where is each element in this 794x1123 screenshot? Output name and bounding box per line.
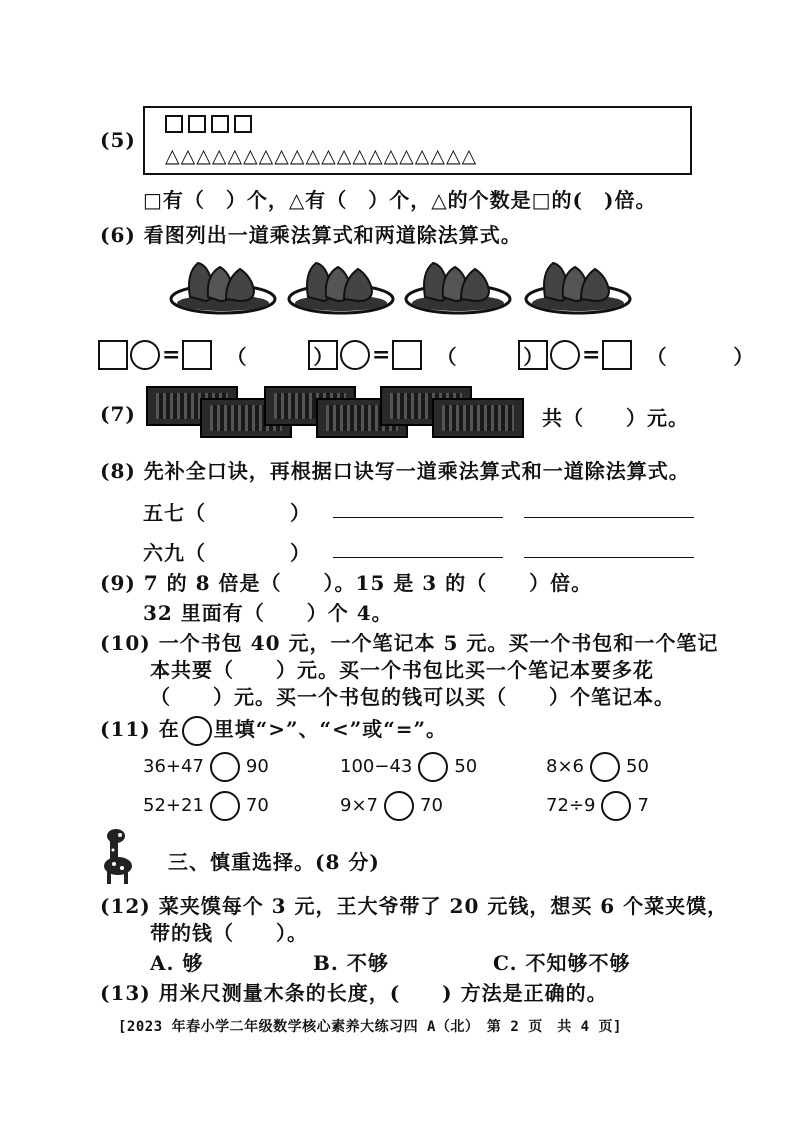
compare-circle[interactable] — [590, 752, 620, 782]
q6-equation-2: = （ ） — [308, 340, 573, 370]
section-3-title: 三、慎重选择。(8 分) — [168, 850, 380, 874]
compare-circle[interactable] — [418, 752, 448, 782]
q12-line-1: (12) 菜夹馍每个 3 元，王大爷带了 20 元钱，想买 6 个菜夹馍， — [100, 894, 729, 918]
compare-item: 72÷9 7 — [546, 791, 649, 821]
q9-line-1: (9) 7 的 8 倍是（ ）。15 是 3 的（ ）倍。 — [100, 571, 593, 595]
operator-circle[interactable] — [550, 340, 580, 370]
q6-question: (6) 看图列出一道乘法算式和两道除法算式。 — [100, 223, 522, 247]
option-c[interactable]: C. 不知够不够 — [493, 951, 631, 975]
q7-tail: 共（ ）元。 — [542, 406, 689, 430]
q12-line-2: 带的钱（ ）。 — [150, 921, 308, 945]
q9-line-2: 32 里面有（ ）个 4。 — [143, 601, 393, 625]
q7-number: (7) — [100, 402, 136, 426]
answer-box[interactable] — [182, 340, 212, 370]
q11-post: 里填“>”、“<”或“=”。 — [213, 717, 448, 741]
answer-box[interactable] — [602, 340, 632, 370]
circle-icon — [182, 716, 212, 746]
operator-circle[interactable] — [130, 340, 160, 370]
answer-line[interactable] — [524, 517, 694, 518]
plate-group-2 — [289, 263, 393, 313]
answer-box[interactable] — [308, 340, 338, 370]
compare-item: 36+47 90 — [143, 752, 269, 782]
q10-line-2: 本共要（ ）元。买一个书包比买一个笔记本要多花 — [150, 658, 654, 682]
square-shape — [188, 115, 206, 133]
squares-row — [165, 115, 257, 137]
compare-item: 8×6 50 — [546, 752, 649, 782]
q6-equation-3: = （ ） — [518, 340, 783, 370]
q11-pre: (11) 在 — [100, 717, 180, 741]
banknote-image — [432, 398, 524, 438]
option-b[interactable]: B. 不够 — [313, 951, 389, 975]
giraffe-icon — [96, 826, 136, 886]
compare-circle[interactable] — [210, 791, 240, 821]
q5-number: (5) — [100, 128, 136, 152]
plate-group-1 — [171, 263, 275, 313]
operator-circle[interactable] — [340, 340, 370, 370]
q10-line-1: (10) 一个书包 40 元，一个笔记本 5 元。买一个书包和一个笔记 — [100, 631, 719, 655]
triangles-row: △△△△△△△△△△△△△△△△△△△△ — [165, 145, 478, 167]
square-shape — [211, 115, 229, 133]
compare-circle[interactable] — [384, 791, 414, 821]
answer-line[interactable] — [524, 557, 694, 558]
compare-item: 9×7 70 — [340, 791, 443, 821]
answer-line[interactable] — [333, 517, 503, 518]
q13-question: (13) 用米尺测量木条的长度，( ) 方法是正确的。 — [100, 981, 608, 1005]
q11-question — [100, 713, 447, 746]
answer-box[interactable] — [392, 340, 422, 370]
compare-item: 100−43 50 — [340, 752, 477, 782]
square-shape — [234, 115, 252, 133]
answer-box[interactable] — [518, 340, 548, 370]
answer-box[interactable] — [98, 340, 128, 370]
option-a[interactable]: A. 够 — [150, 951, 204, 975]
answer-line[interactable] — [333, 557, 503, 558]
q8-row-2-label: 六九（ ） — [143, 541, 311, 565]
compare-circle[interactable] — [210, 752, 240, 782]
pear-plates-figure — [168, 255, 698, 325]
compare-circle[interactable] — [601, 791, 631, 821]
compare-item: 52+21 70 — [143, 791, 269, 821]
plate-group-3 — [406, 263, 510, 313]
q6-equation-1: = （ ） — [98, 340, 363, 370]
square-shape — [165, 115, 183, 133]
page-footer: [2023 年春小学二年级数学核心素养大练习四 A（北） 第 2 页 共 4 页] — [118, 1019, 622, 1035]
q10-line-3: （ ）元。买一个书包的钱可以买（ ）个笔记本。 — [150, 685, 675, 709]
q8-question: (8) 先补全口诀，再根据口诀写一道乘法算式和一道除法算式。 — [100, 459, 690, 483]
q8-row-1-label: 五七（ ） — [143, 501, 311, 525]
plate-group-4 — [526, 263, 630, 313]
q5-question: □有（ ）个，△有（ ）个，△的个数是□的( )倍。 — [143, 188, 657, 212]
